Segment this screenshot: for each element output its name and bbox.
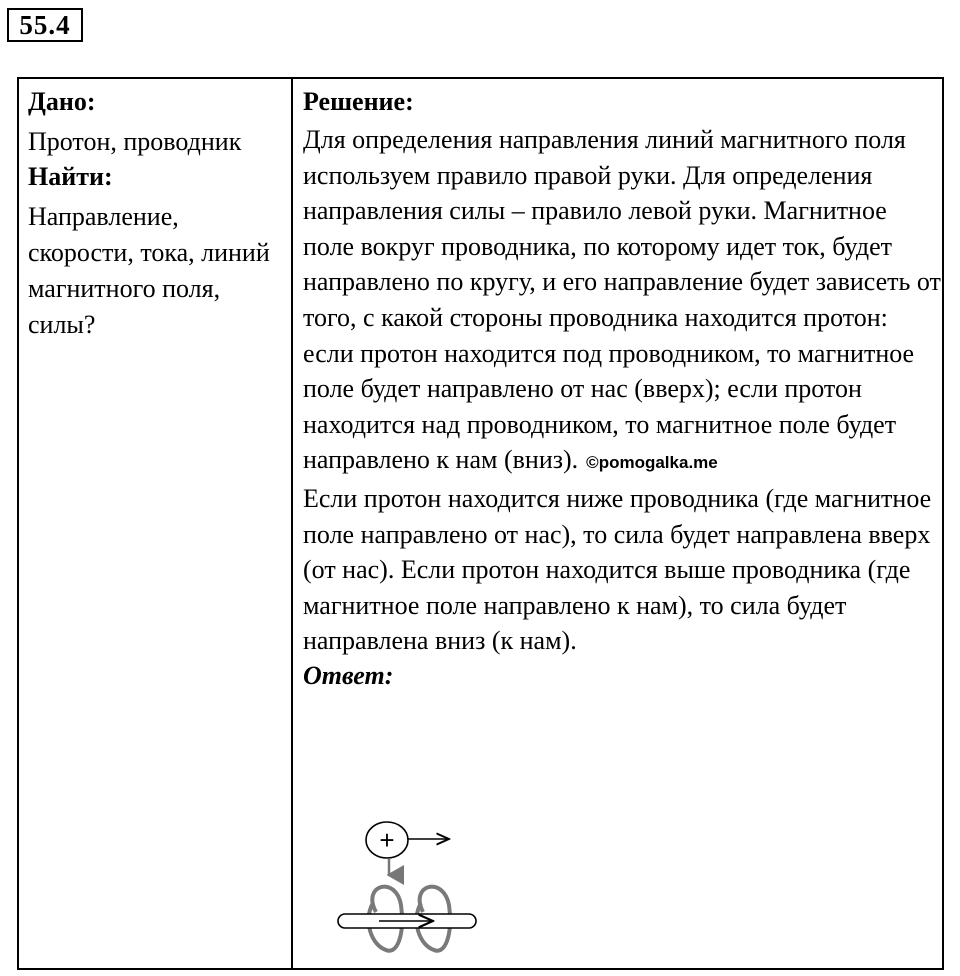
given-column xyxy=(19,79,293,968)
solution-heading: Решение: xyxy=(303,87,414,116)
given-text: Протон, проводник xyxy=(28,127,242,156)
answer-diagram xyxy=(301,795,511,975)
solution-paragraph-1: Для определения направления линий магнитного поля используем правило правой руки. Для определения направления силы – правило левой руки. Магнитное поле вокруг проводника, по которому идет ток, будет направлено по кругу, и его направление будет зависеть от того, с какой стороны проводника находится протон: если протон находится под проводником, то магнитное поле будет направлено от нас (вверх); если протон находится над проводником, то магнитное поле будет направлено к нам (вниз). xyxy=(303,125,941,475)
watermark: ©pomogalka.me xyxy=(586,453,718,473)
solution-paragraph-2: Если протон находится ниже проводника (где магнитное поле направлено от нас), то сила будет направлена вверх (от нас). Если протон находится выше проводника (где магнитное поле направлено к нам), то сила будет направлена вниз (к нам). xyxy=(303,483,932,656)
solution-paragraph xyxy=(303,122,942,481)
find-text: Направление, скорости, тока, линий магнитного поля, силы? xyxy=(28,202,270,339)
given-heading: Дано: xyxy=(28,87,96,116)
solution-column xyxy=(293,79,942,968)
proton-label: + xyxy=(379,825,395,855)
find-heading: Найти: xyxy=(28,162,113,191)
problem-number: 55.4 xyxy=(7,8,83,42)
answer-heading: Ответ: xyxy=(303,660,394,690)
solution-body xyxy=(303,122,942,659)
solution-table xyxy=(17,77,944,970)
